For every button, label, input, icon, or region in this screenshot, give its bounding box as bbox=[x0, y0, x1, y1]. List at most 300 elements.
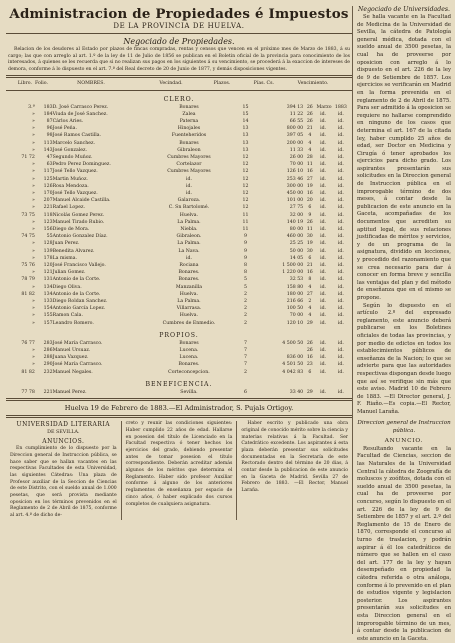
cell-nombre: José Gonzalez. bbox=[52, 147, 88, 153]
section-heading: Negociado de Propiedades. bbox=[123, 37, 235, 46]
cell-nombre: José María Carrasco. bbox=[52, 340, 103, 346]
cell-anio: id. bbox=[337, 162, 344, 168]
cell-nombre: Antonio de la Corte. bbox=[52, 291, 101, 297]
cell-nombre: Marcelo Sanchez. bbox=[52, 140, 96, 146]
cell-dia: 28 bbox=[306, 155, 313, 160]
intro-paragraph: Relacion de los deudores al Estado por plazos de fincas compradas, rentas y censos que vencen en el próximo mes de Marzo de 1883, á su cargo; las que con arreglo al art. 1.º de la ley de 11 de Julio de 1856 se publican en el Boletin oficial de la provincia para conocimiento de los interesados, á quienes se les recuerda que si no realizan sus pagos en los siguientes á su vencimiento, se procederá á la exaccion de intereses de demora, conforme á lo dispuesto en el art. 7.º del Real decreto de 20 de Junio de 1877, y demás disposiciones vigentes. bbox=[8, 47, 350, 72]
cell-libro: 77 78 bbox=[21, 389, 35, 395]
cell-vecindad: Corteconcepcion. bbox=[168, 369, 210, 375]
cell-libro: » bbox=[31, 133, 35, 139]
cell-pesetas: 66 55 bbox=[289, 118, 304, 124]
cell-dia: 23 bbox=[306, 362, 313, 368]
cell-folio: 128 bbox=[43, 241, 53, 247]
cell-dia: 11 bbox=[306, 162, 313, 168]
cell-vecindad: Cumbres Mayores bbox=[167, 169, 211, 175]
table-row bbox=[6, 305, 352, 312]
cell-pesetas: 14 05 bbox=[289, 255, 304, 261]
cell-mes: id. bbox=[320, 169, 327, 175]
cell-dia: 16 bbox=[306, 169, 313, 175]
cell-nombre: La misma. bbox=[52, 255, 78, 261]
cell-folio: 290 bbox=[43, 362, 53, 368]
cell-libro: » bbox=[31, 313, 35, 319]
cell-anio: id. bbox=[337, 219, 344, 225]
cell-nombre: Rafael Lopez. bbox=[52, 205, 85, 211]
table-row bbox=[6, 190, 352, 197]
signature-line: Huelva 19 de Febrero de 1883.—El Administrador, S. Pujals Ortigoy. bbox=[64, 404, 294, 413]
cell-mes: id. bbox=[320, 234, 327, 240]
cell-vecindad: Gibraleon. bbox=[176, 234, 202, 240]
cell-pesetas: 33 40 bbox=[289, 389, 304, 395]
cell-anio: id. bbox=[337, 147, 344, 153]
cell-pesetas: 50 00 bbox=[289, 248, 304, 254]
cell-vecindad: Rociana bbox=[179, 263, 199, 269]
cell-mes: id. bbox=[320, 313, 327, 319]
cell-vecindad: id. bbox=[185, 176, 192, 182]
cell-folio: 139 bbox=[43, 248, 53, 254]
cell-pesetas: 200 00 bbox=[286, 140, 304, 146]
cell-mes: id. bbox=[320, 126, 327, 132]
cell-vecindad: Huelva. bbox=[179, 313, 199, 319]
cell-plazo: 12 bbox=[242, 183, 249, 189]
cell-dia: 27 bbox=[306, 291, 313, 297]
cell-mes: id. bbox=[320, 263, 327, 269]
cell-pesetas: 397 05 bbox=[286, 133, 304, 139]
col-header-libro: Libro. bbox=[17, 81, 32, 87]
cell-vecindad: La Nava. bbox=[178, 248, 200, 254]
page-subtitle: DE LA PROVINCIA DE HUELVA. bbox=[113, 22, 245, 30]
cell-dia: 21 bbox=[306, 126, 313, 132]
table-row bbox=[6, 132, 352, 139]
cell-folio: 286 bbox=[43, 348, 53, 354]
title-rule bbox=[6, 33, 352, 34]
table-row bbox=[6, 291, 352, 298]
cell-folio: 118 bbox=[43, 212, 53, 218]
cell-folio: 154 bbox=[43, 306, 53, 312]
cell-mes: id. bbox=[320, 389, 327, 395]
cell-libro: 71 72 bbox=[21, 155, 35, 160]
cell-nombre: José Ramos Castilla. bbox=[52, 133, 101, 139]
cell-mes: id. bbox=[320, 241, 327, 247]
cell-plazo: 12 bbox=[242, 191, 249, 197]
cell-nombre: Manuel Alcaide Castilla. bbox=[52, 198, 111, 204]
cell-dia: 27 bbox=[306, 176, 313, 182]
cell-nombre: Ramon Cala. bbox=[52, 313, 83, 319]
cell-dia: 30 bbox=[306, 234, 313, 240]
cell-folio: 47 bbox=[46, 155, 53, 160]
cell-dia: 19 bbox=[306, 183, 313, 189]
table-row bbox=[6, 340, 352, 347]
cell-mes: id. bbox=[320, 248, 327, 254]
col-header-vecindad: Vecindad. bbox=[159, 81, 183, 87]
cell-vecindad: La Palma. bbox=[177, 219, 201, 225]
cell-anio: id. bbox=[337, 277, 344, 283]
cell-vecindad: Bonares bbox=[179, 140, 199, 146]
table-row bbox=[6, 269, 352, 276]
cell-vecindad: Galaroza. bbox=[177, 198, 201, 204]
cell-dia: 16 bbox=[306, 191, 313, 197]
cell-libro: » bbox=[31, 118, 35, 124]
table-row bbox=[6, 361, 352, 368]
cell-plazo: 7 bbox=[244, 340, 247, 346]
cell-plazo: 12 bbox=[242, 169, 249, 175]
cell-pesetas: 27 75 bbox=[289, 205, 304, 211]
cell-libro: » bbox=[31, 348, 35, 354]
table-row bbox=[6, 176, 352, 183]
cell-pesetas bbox=[261, 347, 303, 354]
table-row bbox=[6, 284, 352, 291]
cell-plazo: 12 bbox=[242, 162, 249, 168]
cell-nombre: Antonio Gonzalez Díaz. bbox=[52, 234, 108, 240]
cell-libro: » bbox=[31, 362, 35, 368]
cell-vecindad: Sevilla. bbox=[180, 389, 198, 395]
cell-folio: 156 bbox=[43, 227, 53, 233]
cell-anio: 1883 bbox=[334, 104, 347, 110]
cell-vecindad: Bonares bbox=[179, 340, 199, 346]
cell-dia: 4 bbox=[308, 313, 312, 319]
table-row bbox=[6, 140, 352, 147]
cell-pesetas: 836 00 bbox=[286, 355, 304, 361]
cell-anio: id. bbox=[337, 241, 344, 247]
cell-nombre: Segundo Muñoz. bbox=[52, 155, 93, 160]
cell-nombre: Manuel Tirado Rubio. bbox=[52, 219, 105, 225]
cell-anio: id. bbox=[337, 227, 344, 233]
cell-dia: 8 bbox=[308, 277, 312, 283]
cell-mes: id. bbox=[320, 284, 327, 290]
cell-plazo: 13 bbox=[242, 147, 249, 153]
cell-plazo: 2 bbox=[244, 306, 247, 312]
cell-nombre: Antonio de la Corte. bbox=[52, 277, 101, 283]
cell-mes: id. bbox=[320, 183, 327, 189]
cell-plazo: 13 bbox=[242, 126, 249, 132]
cell-mes: id. bbox=[320, 369, 327, 375]
cell-folio: 63 bbox=[46, 162, 53, 168]
cell-libro: 81 82 bbox=[21, 369, 35, 375]
cell-libro: » bbox=[31, 219, 35, 225]
cell-folio: 123 bbox=[43, 219, 53, 225]
cell-nombre: Manuel Negales. bbox=[52, 369, 93, 375]
university-heading: UNIVERSIDAD LITERARIA bbox=[16, 421, 111, 429]
table-row bbox=[6, 161, 352, 168]
cell-pesetas: 800 00 bbox=[286, 126, 304, 132]
table-row bbox=[6, 212, 352, 219]
table-row bbox=[6, 354, 352, 361]
cell-mes: id. bbox=[320, 155, 327, 160]
cell-folio: 232 bbox=[43, 369, 53, 375]
cell-vecindad: Hinojales bbox=[177, 126, 201, 132]
cell-anio: id. bbox=[337, 255, 344, 261]
cell-pesetas: 180 00 bbox=[286, 291, 304, 297]
cell-vecindad: Zalea bbox=[182, 111, 196, 117]
cell-vecindad: Paterna bbox=[179, 118, 199, 124]
university-column bbox=[6, 421, 122, 520]
cell-anio: id. bbox=[337, 313, 344, 319]
cell-dia: 2 bbox=[308, 299, 312, 305]
cell-vecindad: Lucena. bbox=[179, 348, 199, 354]
table-row bbox=[6, 118, 352, 125]
table-row bbox=[6, 248, 352, 255]
cell-libro: » bbox=[31, 320, 35, 326]
cell-pesetas: 216 66 bbox=[286, 299, 304, 305]
cell-plazo: 12 bbox=[242, 205, 249, 211]
cell-dia: 4 bbox=[308, 133, 312, 139]
cell-nombre: Julian Gomez. bbox=[52, 270, 86, 276]
cell-libro: » bbox=[31, 227, 35, 233]
cell-dia: 30 bbox=[306, 248, 313, 254]
cell-mes: id. bbox=[320, 299, 327, 305]
cell-anio: id. bbox=[337, 191, 344, 197]
cell-anio: id. bbox=[337, 369, 344, 375]
cell-nombre: Nicolás Gomez Perez. bbox=[52, 212, 105, 218]
cell-libro: » bbox=[31, 169, 35, 175]
table-row bbox=[6, 168, 352, 175]
table-row bbox=[6, 255, 352, 262]
cell-libro: 73 75 bbox=[21, 212, 35, 218]
cell-dia: 16 bbox=[306, 355, 313, 361]
columns-rule bbox=[6, 90, 352, 91]
cell-libro: » bbox=[31, 255, 35, 261]
side-heading: Negociado de Universidades. bbox=[358, 6, 450, 13]
cell-pesetas: 80 00 bbox=[289, 227, 304, 233]
cell-nombre: José Francisco Vallejo. bbox=[52, 263, 106, 269]
cell-mes: Marzo bbox=[316, 104, 332, 110]
cell-pesetas: 11 33 bbox=[289, 147, 304, 153]
col-header-nombres: NOMBRES. bbox=[77, 81, 105, 87]
cell-plazo: 9 bbox=[244, 241, 247, 247]
col-header-vencimiento: Vencimiento. bbox=[297, 81, 329, 87]
side-column bbox=[357, 6, 451, 643]
cell-mes: id. bbox=[320, 147, 327, 153]
cell-mes: id. bbox=[320, 198, 327, 204]
university-text: En cumplimiento de lo dispuesto por la Direccion general de Instruccion pública, se hace saber que se hallan vacantes en las respectivas Facultades de esta Universidad, las siguientes Cátedras: Una plaza de Profesor auxiliar de la Seccion de Ciencias de este Distrito, con el sueldo anual de 1.000 pesetas, que será provista mediante oposicion en los términos prevenidos en el Reglamento de 2 de Abril de 1875, conforme al art. 4.º de dicho de- bbox=[10, 446, 117, 519]
cell-nombre: Cárlos Aries. bbox=[52, 118, 84, 124]
main-column bbox=[6, 6, 352, 520]
cell-nombre: Martin Muñoz. bbox=[52, 176, 88, 182]
cell-anio: id. bbox=[337, 155, 344, 160]
cell-libro: » bbox=[31, 183, 35, 189]
side-section-heading: Direccion general de Instruccion pública. bbox=[357, 420, 451, 434]
cell-vecindad: Cortelazor bbox=[176, 162, 202, 168]
cell-libro: » bbox=[31, 140, 35, 146]
cell-folio: 221 bbox=[43, 205, 53, 211]
cell-plazo: 7 bbox=[244, 362, 247, 368]
cell-pesetas: 158 80 bbox=[286, 284, 304, 290]
cell-pesetas: 101 00 bbox=[286, 198, 304, 204]
cell-anio: id. bbox=[337, 362, 344, 368]
cell-plazo: 9 bbox=[244, 255, 247, 261]
cell-libro: » bbox=[31, 299, 35, 305]
cell-plazo: 13 bbox=[242, 140, 249, 146]
cell-anio: id. bbox=[337, 270, 344, 276]
cell-pesetas: 126 10 bbox=[286, 169, 304, 175]
cell-folio: 55 bbox=[46, 234, 53, 240]
cell-mes: id. bbox=[320, 227, 327, 233]
cell-vecindad: Cumbres Mayores bbox=[167, 155, 211, 160]
cell-nombre: Viuda de José Sanchez. bbox=[52, 111, 108, 117]
cell-folio: 221 bbox=[43, 389, 53, 395]
cell-dia: 21 bbox=[306, 263, 313, 269]
table-row bbox=[6, 219, 352, 226]
cell-anio: id. bbox=[337, 263, 344, 269]
cell-plazo: 2 bbox=[244, 313, 247, 319]
cell-anio: id. bbox=[337, 320, 344, 326]
cell-folio: 283 bbox=[43, 340, 53, 346]
cell-vecindad: Gibraleon bbox=[177, 147, 201, 153]
cell-pesetas: 11 22 bbox=[289, 111, 304, 117]
cell-dia: 4 bbox=[308, 284, 312, 290]
cell-anio: id. bbox=[337, 133, 344, 139]
cell-pesetas: 450 00 bbox=[286, 191, 304, 197]
cell-pesetas: 1 220 00 bbox=[282, 270, 304, 276]
cell-libro: » bbox=[31, 205, 35, 211]
cell-nombre: Antonio García Lopez. bbox=[52, 306, 106, 312]
cell-vecindad: Bonares bbox=[179, 104, 199, 110]
col-header-pesetas: Pías. Cs. bbox=[253, 81, 274, 87]
cell-libro: » bbox=[31, 126, 35, 132]
cell-anio: id. bbox=[337, 340, 344, 346]
cell-folio: 134 bbox=[43, 291, 53, 297]
debtor-table bbox=[6, 104, 352, 327]
cell-dia: 19 bbox=[306, 241, 313, 247]
cell-libro: 3.ª bbox=[28, 104, 35, 110]
cell-dia: 6 bbox=[308, 255, 312, 261]
cell-folio: 207 bbox=[43, 198, 53, 204]
cell-mes: id. bbox=[320, 348, 327, 354]
cell-dia: 11 bbox=[306, 227, 313, 233]
cell-mes: id. bbox=[320, 205, 327, 211]
cell-folio: 113 bbox=[43, 140, 53, 146]
side-label: ANUNCIO. bbox=[384, 438, 424, 445]
cell-dia: 29 bbox=[306, 320, 313, 326]
cell-folio: 96 bbox=[46, 126, 53, 132]
cell-plazo: 11 bbox=[242, 227, 249, 233]
cell-folio: 184 bbox=[43, 111, 53, 117]
cell-mes: id. bbox=[320, 219, 327, 225]
cell-nombre: José Tello Vazquez. bbox=[52, 169, 98, 175]
cell-pesetas: 120 10 bbox=[286, 320, 304, 326]
cell-plazo: 12 bbox=[242, 198, 249, 204]
cell-libro: 81 82 bbox=[21, 291, 35, 297]
cell-plazo: 9 bbox=[244, 248, 247, 254]
cell-anio: id. bbox=[337, 140, 344, 146]
cell-dia: 26 bbox=[306, 340, 313, 346]
cell-plazo: 6 bbox=[244, 389, 247, 395]
table-row bbox=[6, 389, 352, 396]
cell-vecindad: id. bbox=[185, 255, 192, 261]
cell-plazo: 12 bbox=[242, 155, 249, 160]
cell-vecindad: Villarrasa. bbox=[176, 306, 202, 312]
cell-plazo: 2 bbox=[244, 299, 247, 305]
cell-dia: 6 bbox=[308, 369, 312, 375]
cell-anio: id. bbox=[337, 389, 344, 395]
side-text-1: Se halla vacante en la Facultad de Medicina de la Universidad de Sevilla, la cátedra de Patología general médica, dotada con el sueldo anual de 3500 pesetas, la cual ha de proveerse por oposicion con arreglo á lo dispuesto en el art. 226 de la ley de 9 de Setiembre de 1857. Los ejercicios se verificarán en Madrid en la forma prevenida en el reglamento de 2 de Abril de 1875. Para ser admitido á la oposicion se requiere no hallarse comprendido en ninguno de los casos que determina el art. 167 de la citada ley, haber cumplido 25 años de edad, ser Doctor en Medicina y Cirugía ó tener aprobados los ejercicios para dicho grado. Los aspirantes presentarán sus solicitudes en la Direccion general de Instruccion pública en el improrogable término de dos meses, á contar desde la publicacion de este anuncio en la Gaceta, acompañadas de los documentos que acrediten su aptitud legal, de sus relaciones justificadas de méritos y servicios, y de un programa de la asignatura, dividido en lecciones, y precedido del razonamiento que se crea necesario para dar á conocer en forma breve y sencilla las ventajas del plan y del método de enseñanza que en el mismo se propone. bbox=[357, 14, 451, 301]
cell-nombre: D. José Carrasco Perez. bbox=[52, 104, 109, 110]
table-row bbox=[6, 197, 352, 204]
cell-pesetas: 25 25 bbox=[289, 241, 304, 247]
column-header-row bbox=[6, 80, 352, 87]
cell-mes: id. bbox=[320, 255, 327, 261]
group-heading: BENEFICENCIA. bbox=[145, 380, 213, 388]
cell-mes: id. bbox=[320, 133, 327, 139]
cell-nombre: Juana Vazquez. bbox=[52, 355, 89, 361]
cell-dia: 26 bbox=[306, 104, 313, 110]
table-row bbox=[6, 298, 352, 305]
cell-nombre: Diego Oliva. bbox=[52, 284, 82, 290]
cell-dia: 20 bbox=[306, 198, 313, 204]
side-text-3: Resultando vacante en la Facultad de Ciencias, seccion de las Naturales de la Universidad Central la cátedra de Zoografía de moluscos y zoófitos, dotada con el sueldo anual de 3500 pesetas, la cual ha de proveerse por concurso, según lo dispuesto en el art. 226 de la ley de 9 de Setiembre de 1857 y el art. 2.º del Reglamento de 15 de Enero de 1870, corresponde el concurso al turno de traslacion, y podrán aspirar á él los catedráticos de número que se hallen en el caso del art. 177 de la ley y hayan desempeñado en propiedad la cátedra referida o otra análoga, conforme á lo prevenido en el plan de estudios vigente y legislacion posterior. Los aspirantes presentarán sus solicitudes en esta Direccion general en el improrogable término de un mes, á contar desde la publicacion de este anuncio en la Gaceta. bbox=[357, 445, 451, 642]
table-row bbox=[6, 204, 352, 211]
cell-dia: 4 bbox=[308, 306, 312, 312]
cell-mes: id. bbox=[320, 162, 327, 168]
cell-libro: » bbox=[31, 355, 35, 361]
cell-pesetas: 32 53 bbox=[289, 277, 304, 283]
cell-mes: id. bbox=[320, 111, 327, 117]
cell-mes: id. bbox=[320, 118, 327, 124]
side-text-2: Según lo dispuesto en el artículo 2.º del expresado reglamento, este anuncio deberá publicarse en los Boletines oficiales de todas las provincias, y por medio de edictos en todos los establecimientos públicos de enseñanza de la Nacion; lo que se advierte para que las autoridades respectivas dispongan desde luego que así se verifique sin más que este aviso. Madrid 10 de Febrero de 1883. —El Director general, J. F. Riaño.—Es copia.—El Rector, Manuel Laraña. bbox=[357, 302, 451, 415]
cell-pesetas: 300 00 bbox=[286, 183, 304, 189]
cell-anio: id. bbox=[337, 198, 344, 204]
table-row bbox=[6, 125, 352, 132]
requirements-column bbox=[122, 421, 238, 520]
cell-vecindad: La Palma. bbox=[177, 241, 201, 247]
cell-vecindad: Cumbres de Enmedio. bbox=[162, 320, 216, 326]
cell-folio: 134 bbox=[43, 284, 53, 290]
cell-anio: id. bbox=[337, 183, 344, 189]
cell-anio: id. bbox=[337, 234, 344, 240]
col-header-plazos: Plazos. bbox=[213, 81, 231, 87]
cell-anio: id. bbox=[337, 169, 344, 175]
cell-mes: id. bbox=[320, 270, 327, 276]
table-row bbox=[6, 233, 352, 240]
table-row bbox=[6, 320, 352, 327]
cell-nombre: Diego de Mora. bbox=[52, 227, 90, 233]
cell-libro: » bbox=[31, 176, 35, 182]
cell-anio: id. bbox=[337, 299, 344, 305]
cell-pesetas: 70 00 bbox=[289, 313, 304, 319]
cell-libro: » bbox=[31, 270, 35, 276]
cell-vecindad: La Palma. bbox=[177, 299, 201, 305]
cell-vecindad: Niebla. bbox=[180, 227, 198, 233]
merits-text: Haber escrito y publicado una obra original de conocido mérito sobre la ciencia y materias relativas á la Facultad. Ser Catedrático excedente. Los aspirantes á esta plaza deberán presentar sus solicitudes documentadas en la Secretaría de este Rectorado dentro del término de 20 dias, á contar desde la publicacion de este anuncio en la Gaceta de Madrid. Sevilla 27 de Febrero de 1883. —El Rector, Manuel Laraña. bbox=[241, 421, 349, 494]
cell-libro: » bbox=[31, 284, 35, 290]
cell-anio: id. bbox=[337, 205, 344, 211]
cell-vecindad: Bonares. bbox=[178, 270, 200, 276]
cell-pesetas: 4 500 50 bbox=[282, 340, 304, 346]
cell-dia: 4 bbox=[308, 147, 312, 153]
cell-folio: 155 bbox=[43, 313, 53, 319]
cell-vecindad: Manzanilla bbox=[175, 284, 203, 290]
cell-plazo: 14 bbox=[242, 118, 249, 124]
cell-vecindad: Fuenteheridos bbox=[171, 133, 207, 139]
cell-pesetas: 32 00 bbox=[289, 212, 304, 218]
cell-anio: id. bbox=[337, 212, 344, 218]
cell-vecindad: id. bbox=[185, 183, 192, 189]
cell-nombre: José Peña. bbox=[52, 126, 77, 132]
cell-plazo: 7 bbox=[244, 355, 247, 361]
cell-mes: id. bbox=[320, 212, 327, 218]
cell-anio: id. bbox=[337, 126, 344, 132]
table-row bbox=[6, 104, 352, 111]
cell-vecindad: Bonares. bbox=[178, 277, 200, 283]
cell-mes: id. bbox=[320, 291, 327, 297]
table-row bbox=[6, 347, 352, 354]
cell-pesetas: 1 500 00 bbox=[282, 263, 304, 269]
cell-nombre: Manuel Ursuaz. bbox=[52, 348, 91, 354]
footer-rule bbox=[6, 398, 352, 401]
cell-folio: 87 bbox=[46, 118, 53, 124]
cell-folio: 126 bbox=[43, 183, 53, 189]
cell-dia: 26 bbox=[306, 219, 313, 225]
cell-libro: 75 76 bbox=[21, 263, 35, 269]
